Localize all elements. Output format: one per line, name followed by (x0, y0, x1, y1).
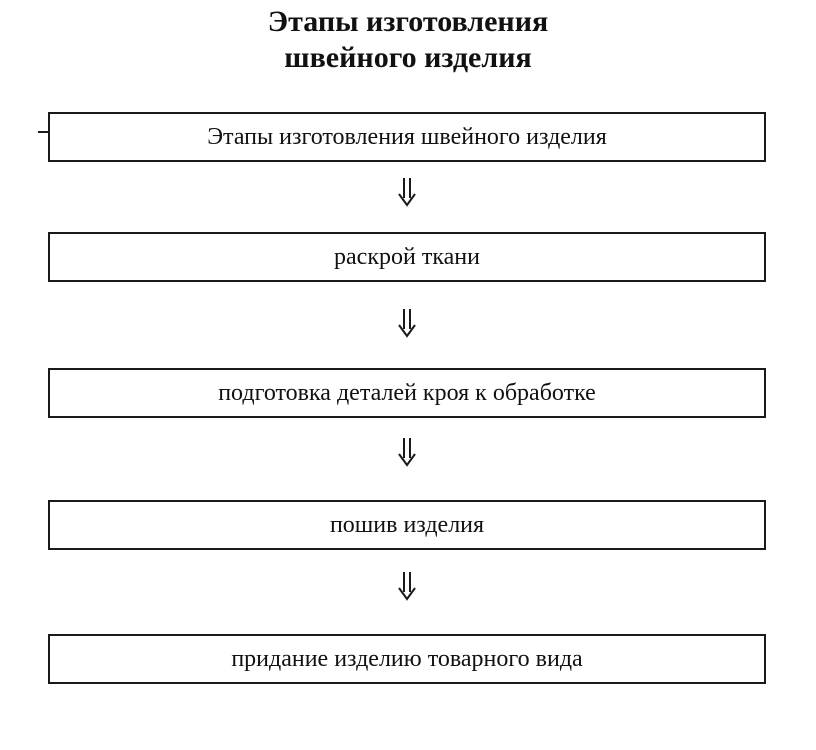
step-label-4: пошив изделия (329, 511, 485, 538)
step-label-5: придание изделию товарного вида (231, 645, 583, 672)
step-box-3 (48, 368, 766, 418)
double-arrow-down-icon (395, 176, 419, 208)
title-line-1: Этапы изготовления (267, 5, 549, 38)
double-arrow-down-icon (395, 307, 419, 339)
double-arrow-down-icon (395, 436, 419, 468)
step-label-1: Этапы изготовления швейного изделия (207, 123, 607, 150)
step-box-5 (48, 634, 766, 684)
step-box-2 (48, 232, 766, 282)
title-line-2: швейного изделия (284, 41, 532, 74)
double-arrow-down-icon (395, 570, 419, 602)
diagram-title (0, 4, 816, 76)
step-label-2: раскрой ткани (334, 243, 480, 270)
margin-tick-mark (38, 131, 48, 133)
step-label-3: подготовка деталей кроя к обработке (218, 379, 596, 406)
step-box-4 (48, 500, 766, 550)
step-box-1 (48, 112, 766, 162)
